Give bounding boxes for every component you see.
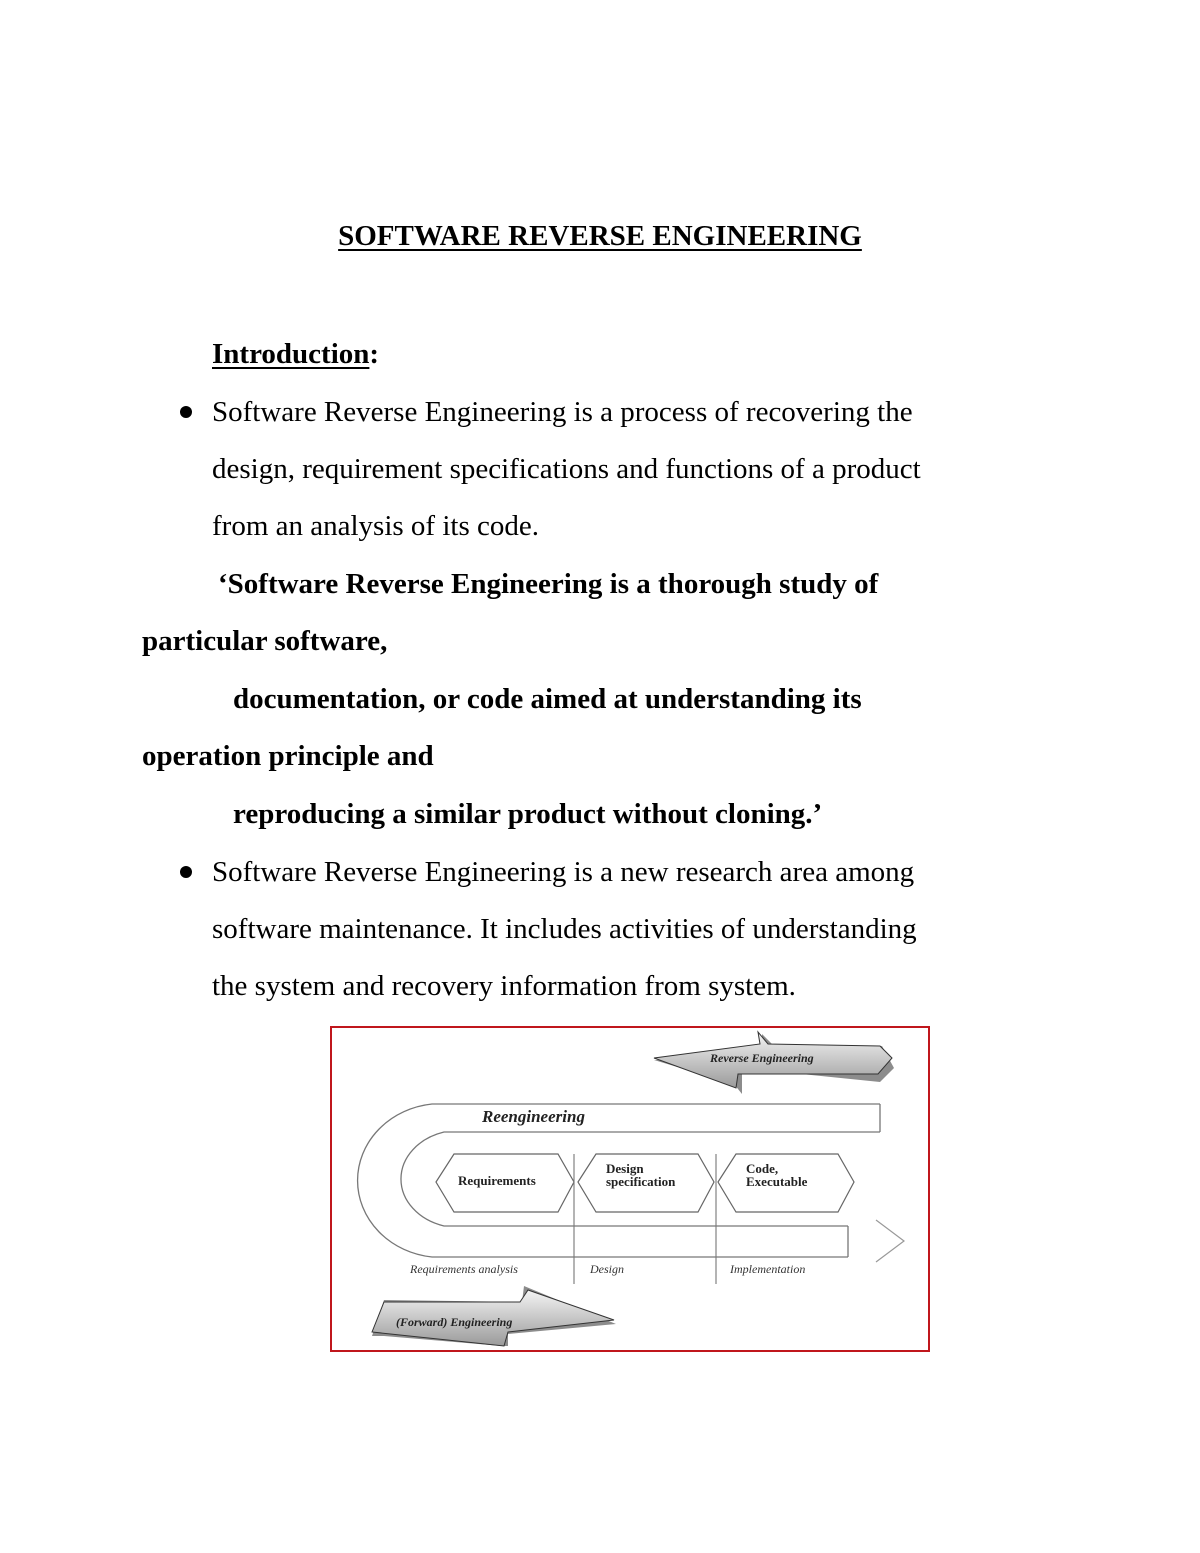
stage-design-label-1: Design <box>606 1161 644 1176</box>
quote-line1: ‘Software Reverse Engineering is a thorough study of <box>218 568 879 600</box>
document-title: SOFTWARE REVERSE ENGINEERING <box>338 220 862 252</box>
bullet1-line2: design, requirement specifications and functions of a product <box>212 453 921 485</box>
quote-line3: documentation, or code aimed at understanding its <box>233 683 862 715</box>
stage-code-label-1: Code, <box>746 1161 779 1176</box>
quote-line2: particular software, <box>142 625 388 657</box>
bullet-icon <box>180 866 192 878</box>
stage-design-label-2: specification <box>606 1174 676 1189</box>
phase-design: Design <box>590 1262 624 1276</box>
phase-implementation: Implementation <box>730 1262 806 1276</box>
stage-requirements-label: Requirements <box>458 1173 536 1188</box>
quote-line5: reproducing a similar product without cloning.’ <box>233 798 823 830</box>
forward-engineering-label: (Forward) Engineering <box>396 1315 513 1329</box>
reengineering-diagram <box>330 1026 930 1352</box>
bullet-icon <box>180 406 192 418</box>
bullet2-line1: Software Reverse Engineering is a new research area among <box>212 856 915 888</box>
intro-heading: Introduction <box>212 338 370 370</box>
bullet1-line3: from an analysis of its code. <box>212 510 539 542</box>
quote-line4: operation principle and <box>142 740 434 772</box>
intro-heading-line <box>212 336 379 372</box>
reengineering-label: Reengineering <box>482 1107 585 1126</box>
reverse-engineering-arrow <box>654 1032 894 1094</box>
intro-colon: : <box>369 338 380 370</box>
bullet2-line2: software maintenance. It includes activities of understanding <box>212 913 917 945</box>
forward-engineering-arrow <box>372 1286 616 1346</box>
diagram-svg <box>332 1028 932 1354</box>
bullet2-line3: the system and recovery information from system. <box>212 970 796 1002</box>
phase-requirements-analysis: Requirements analysis <box>410 1262 518 1276</box>
chevron-right-icon <box>876 1220 904 1262</box>
bullet1-line1: Software Reverse Engineering is a process of recovering the <box>212 396 913 428</box>
reverse-engineering-label: Reverse Engineering <box>710 1051 814 1065</box>
stage-code-label-2: Executable <box>746 1174 808 1189</box>
